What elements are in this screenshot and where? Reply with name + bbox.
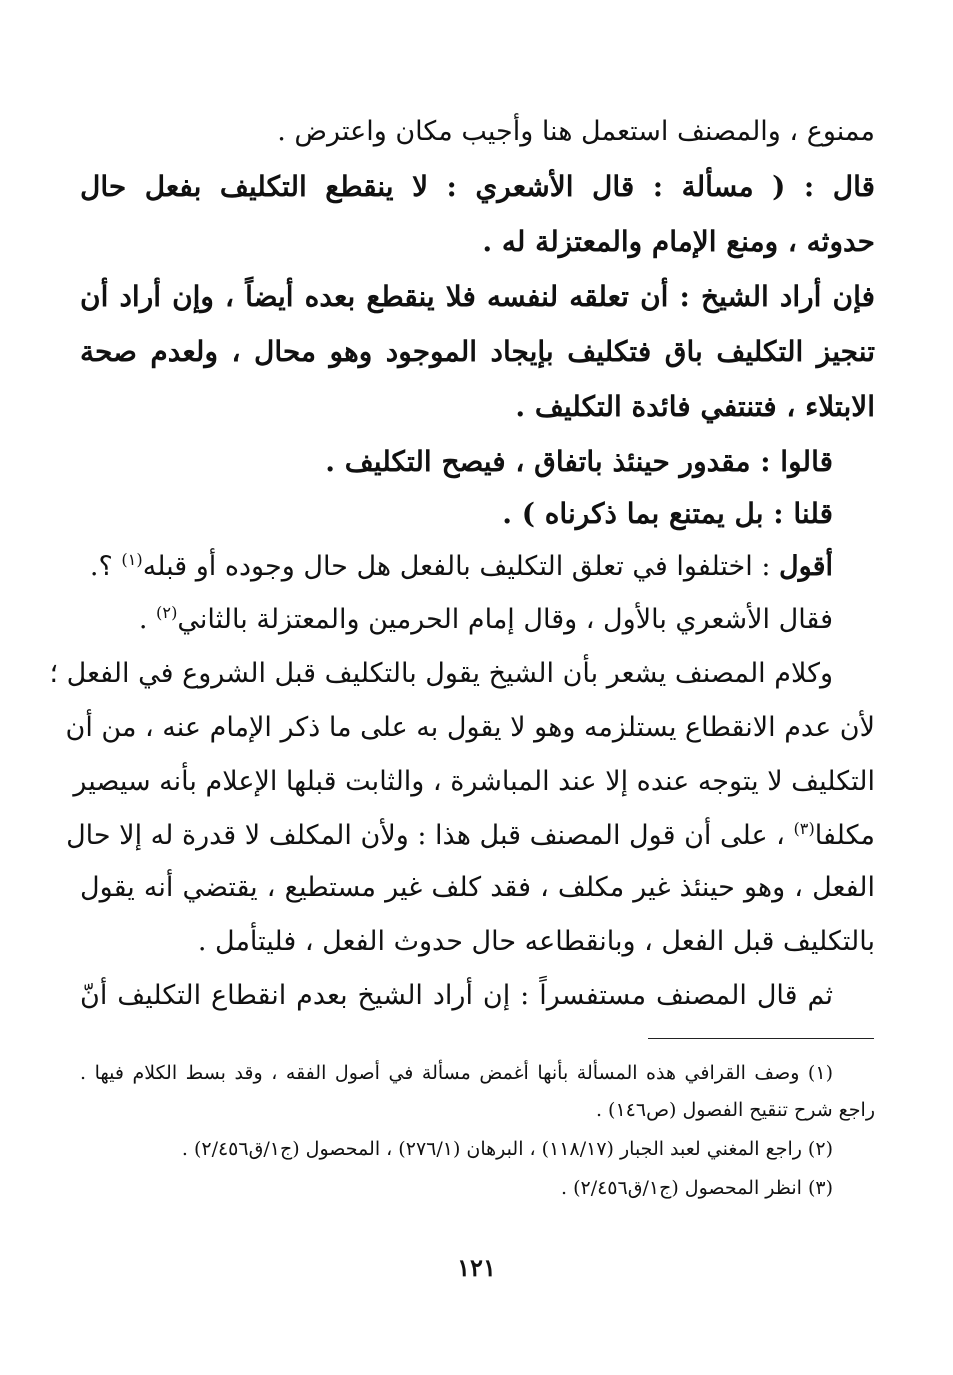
footnote-ref-1: (١) [121,550,143,569]
footnote-2: (٢) راجع المغني لعبد الجبار (١١٨/١٧) ، البرهان (٢٧٦/١) ، المحصول (ج١/ق٢/٤٥٦) . [181,1138,833,1160]
line10-tail: . [138,604,157,635]
footnote-1-cont: راجع شرح تنقيح الفصول (ص١٤٦) . [595,1099,875,1121]
aqulu-text: : اختلفوا في تعلق التكليف بالفعل هل حال وجوده أو قبله [142,551,780,582]
footnote-separator [648,1038,874,1039]
body-line-8: قلنا : بل يمتنع بما ذكرناه ) . [502,497,833,530]
body-line-7: قالوا : مقدور حينئذ باتفاق ، فيصح التكليف . [325,445,833,478]
body-line-9 [38,545,833,589]
body-line-16: بالتكليف قبل الفعل ، وبانقطاعه حال حدوث الفعل ، فليتأمل . [197,926,875,957]
body-line-2: قال : ( مسألة : قال الأشعري : لا ينقطع التكليف بفعل حال [80,170,875,203]
body-line-12: لأن عدم الانقطاع يستلزمه وهو لا يقول به على ما ذكر الإمام عنه ، من أن [65,712,875,743]
body-line-1: ممنوع ، والمصنف استعمل هنا وأجيب مكان واعترض . [277,116,875,147]
body-line-3: حدوثه ، ومنع الإمام والمعتزلة له . [482,225,875,258]
body-line-13: التكليف لا يتوجه عنده إلا عند المباشرة ، والثابت قبلها الإعلام بأنه سيصير [73,766,875,797]
footnote-3: (٣) انظر المحصول (ج١/ق٢/٤٥٦) . [560,1177,833,1199]
body-line-10 [38,598,833,642]
line10-text: فقال الأشعري بالأول ، وقال إمام الحرمين والمعتزلة بالثاني [177,604,833,635]
footnote-1: (١) وصف القرافي هذه المسألة بأنها أغمض مسألة في أصول الفقه ، وقد بسط الكلام فيها . [80,1062,833,1084]
line14-word: مكلفا [814,820,875,851]
line9-tail: ؟. [89,551,122,582]
line14-tail: ، على أن قول المصنف قبل هذا : ولأن المكلف لا قدرة له إلا حال [66,820,794,851]
body-line-4: فإن أراد الشيخ : أن تعلقه لنفسه فلا ينقطع بعده أيضاً ، وإن أراد أن [80,280,875,313]
aqulu-word: أقول [779,551,833,582]
body-line-14 [66,814,875,858]
body-line-11: وكلام المصنف يشعر بأن الشيخ يقول بالتكليف قبل الشروع في الفعل ؛ [49,658,833,689]
body-line-5: تنجيز التكليف باق فتكليف بإيجاد الموجود وهو محال ، ولعدم صحة [80,335,875,368]
page-number: ١٢١ [457,1253,496,1282]
footnote-ref-2: (٢) [156,603,178,622]
body-line-6: الابتلاء ، فتنتفي فائدة التكليف . [515,390,875,423]
body-line-15: الفعل ، وهو حينئذ غير مكلف ، فقد كلف غير مستطيع ، يقتضي أنه يقول [80,872,875,903]
footnote-ref-3: (٣) [793,819,815,838]
body-line-17: ثم قال المصنف مستفسراً : إن أراد الشيخ بعدم انقطاع التكليف أنّ [80,980,833,1011]
